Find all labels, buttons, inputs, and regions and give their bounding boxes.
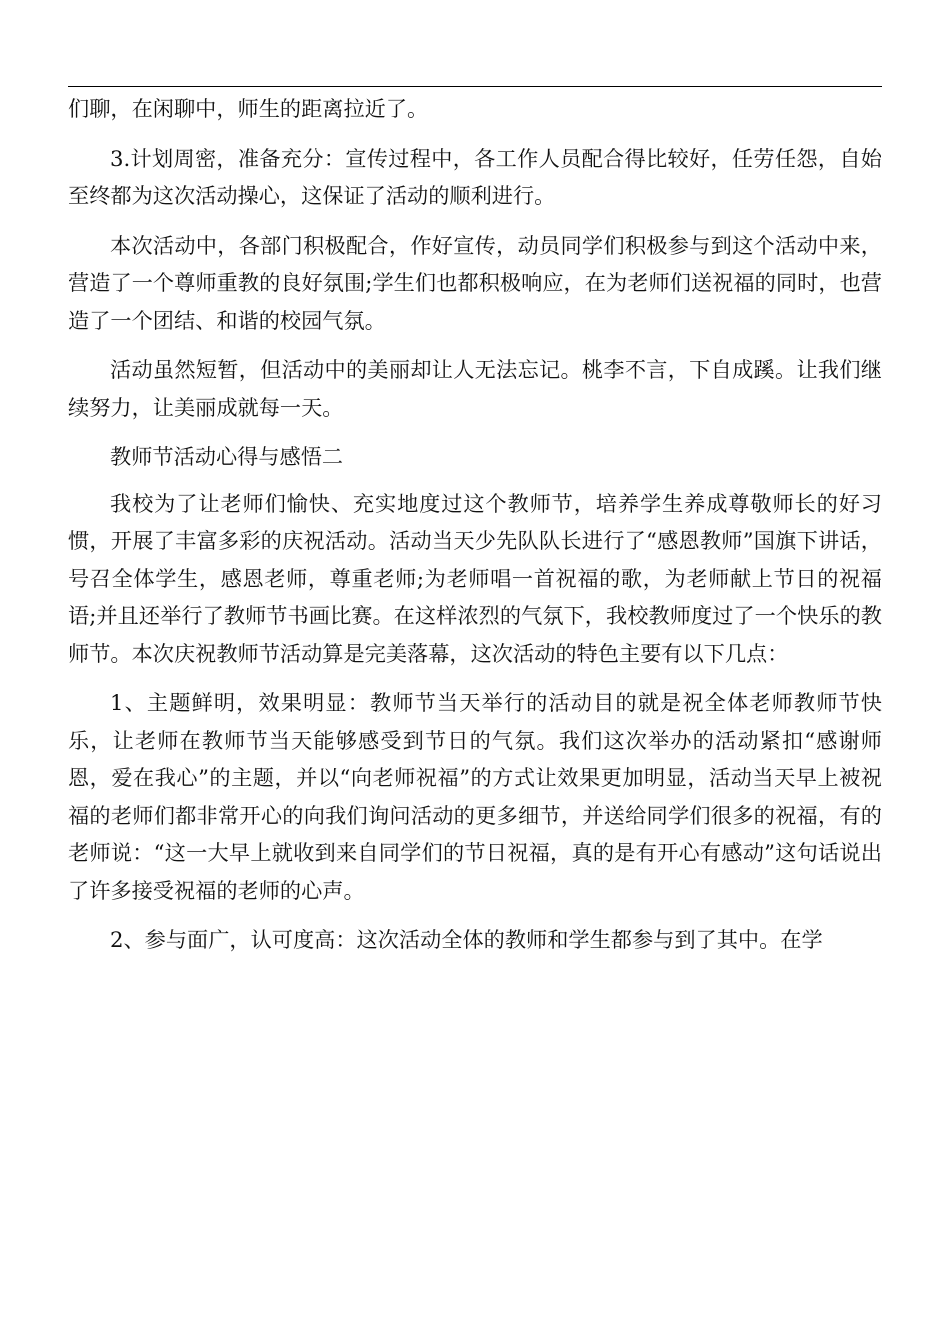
paragraph: 本次活动中，各部门积极配合，作好宣传，动员同学们积极参与到这个活动中来，营造了一个尊师重教的良好氛围;学生们也都积极响应，在为老师们送祝福的同时，也营造了一个团结、和谐的校园气氛。 — [68, 232, 882, 333]
paragraph: 3.计划周密，准备充分：宣传过程中，各工作人员配合得比较好，任劳任怨，自始至终都为这次活动操心，这保证了活动的顺利进行。 — [68, 145, 882, 208]
section-heading: 教师节活动心得与感悟二 — [110, 444, 344, 469]
header-rule — [68, 86, 882, 87]
paragraph: 1、主题鲜明，效果明显：教师节当天举行的活动目的就是祝全体老师教师节快乐，让老师在教师节当天能够感受到节日的气氛。我们这次举办的活动紧扣“感谢师恩，爱在我心”的主题，并以“向老师祝福”的方式让效果更加明显，活动当天早上被祝福的老师们都非常开心的向我们询问活动的更多细节，并送给同学们很多的祝福，有的老师说：“这一大早上就收到来自同学们的节日祝福，真的是有开心有感动”这句话说出了许多接受祝福的老师的心声。 — [68, 690, 882, 903]
paragraph: 2、参与面广，认可度高：这次活动全体的教师和学生都参与到了其中。在学 — [110, 927, 823, 952]
paragraph: 们聊，在闲聊中，师生的距离拉近了。 — [68, 96, 429, 121]
paragraph: 活动虽然短暂，但活动中的美丽却让人无法忘记。桃李不言，下自成蹊。让我们继续努力，让美丽成就每一天。 — [68, 357, 882, 420]
document-body — [68, 90, 882, 971]
paragraph: 我校为了让老师们愉快、充实地度过这个教师节，培养学生养成尊敬师长的好习惯，开展了丰富多彩的庆祝活动。活动当天少先队队长进行了“感恩教师”国旗下讲话，号召全体学生，感恩老师，尊重老师;为老师唱一首祝福的歌，为老师献上节日的祝福语;并且还举行了教师节书画比赛。在这样浓烈的气氛下，我校教师度过了一个快乐的教师节。本次庆祝教师节活动算是完美落幕，这次活动的特色主要有以下几点： — [68, 490, 882, 666]
